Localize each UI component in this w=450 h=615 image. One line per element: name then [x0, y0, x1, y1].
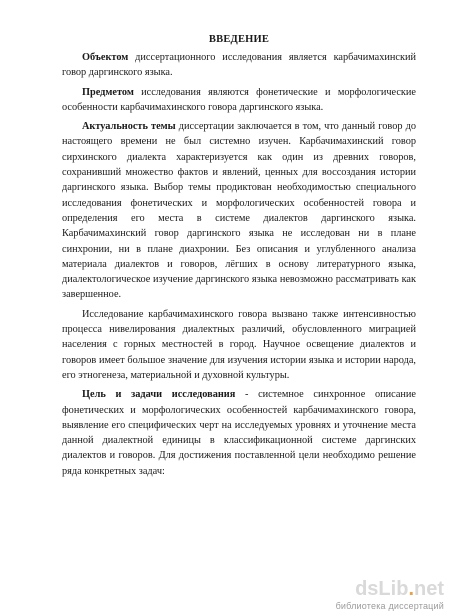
paragraph-goals — [62, 387, 416, 479]
watermark-logo-tail: net — [414, 578, 444, 600]
watermark-subtitle: библиотека диссертаций — [335, 601, 444, 611]
paragraph-text: - системное синхронное описание фонетических и морфологических особенностей карбачимахинского говора, выявление его специфических черт на исследуемых уровнях и уточнение места данной диалектной единицы в классификационной системе даргинских диалектов и говоров. Для достижения поставленной цели необходимо решение ряда конкретных задач: — [62, 389, 416, 477]
watermark-logo-main: dsLib — [355, 578, 409, 600]
paragraph-text: диссертационного исследования является карбачимахинский говор даргинского языка. — [62, 52, 416, 79]
paragraph-text: диссертации заключается в том, что данный говор до настоящего времени не был системно изучен. Карбачимахинский говор сирхинского диалекта характеризуется как один из древних говоров, сохранивший множество фактов и явлений, ценных для воссоздания истории даргинского языка. Выбор темы продиктован необходимостью специального исследования фонетических и морфологических особенностей говора и определения его места в системе диалектов даргинского языка. Карбачимахинский говор даргинского языка не исследован ни в плане синхронии, ни в плане диахронии. Без описания и углубленного анализа материала диалектов и говоров, лёгших в основу литературного языка, диалектологическое изучение даргинского языка невозможно рассматривать как завершенное. — [62, 121, 416, 301]
paragraph-text: Исследование карбачимахинского говора вызвано также интенсивностью процесса нивелирования диалектных различий, обусловленного миграцией населения с горных местностей в город. Научное освещение диалектов и говоров имеет большое значение для изучения истории языка и истории народа, его этногенеза, материальной и духовной культуры. — [62, 308, 416, 381]
paragraph-relevance — [62, 119, 416, 303]
paragraph-lead: Цель и задачи исследования — [82, 389, 236, 401]
paragraph-research — [62, 307, 416, 383]
watermark-logo-dot: . — [408, 578, 414, 600]
page-title: ВВЕДЕНИЕ — [208, 34, 270, 45]
paragraph-object — [62, 50, 416, 81]
paragraph-lead: Актуальность темы — [82, 121, 176, 133]
watermark — [324, 579, 444, 611]
document-page — [62, 34, 416, 483]
paragraph-text: исследования являются фонетические и морфологические особенности карбачимахинского говора даргинского языка. — [62, 86, 416, 113]
watermark-logo — [324, 579, 444, 599]
paragraph-subject — [62, 85, 416, 116]
paragraph-lead: Предметом — [82, 86, 134, 98]
paragraph-lead: Объектом — [82, 52, 129, 63]
